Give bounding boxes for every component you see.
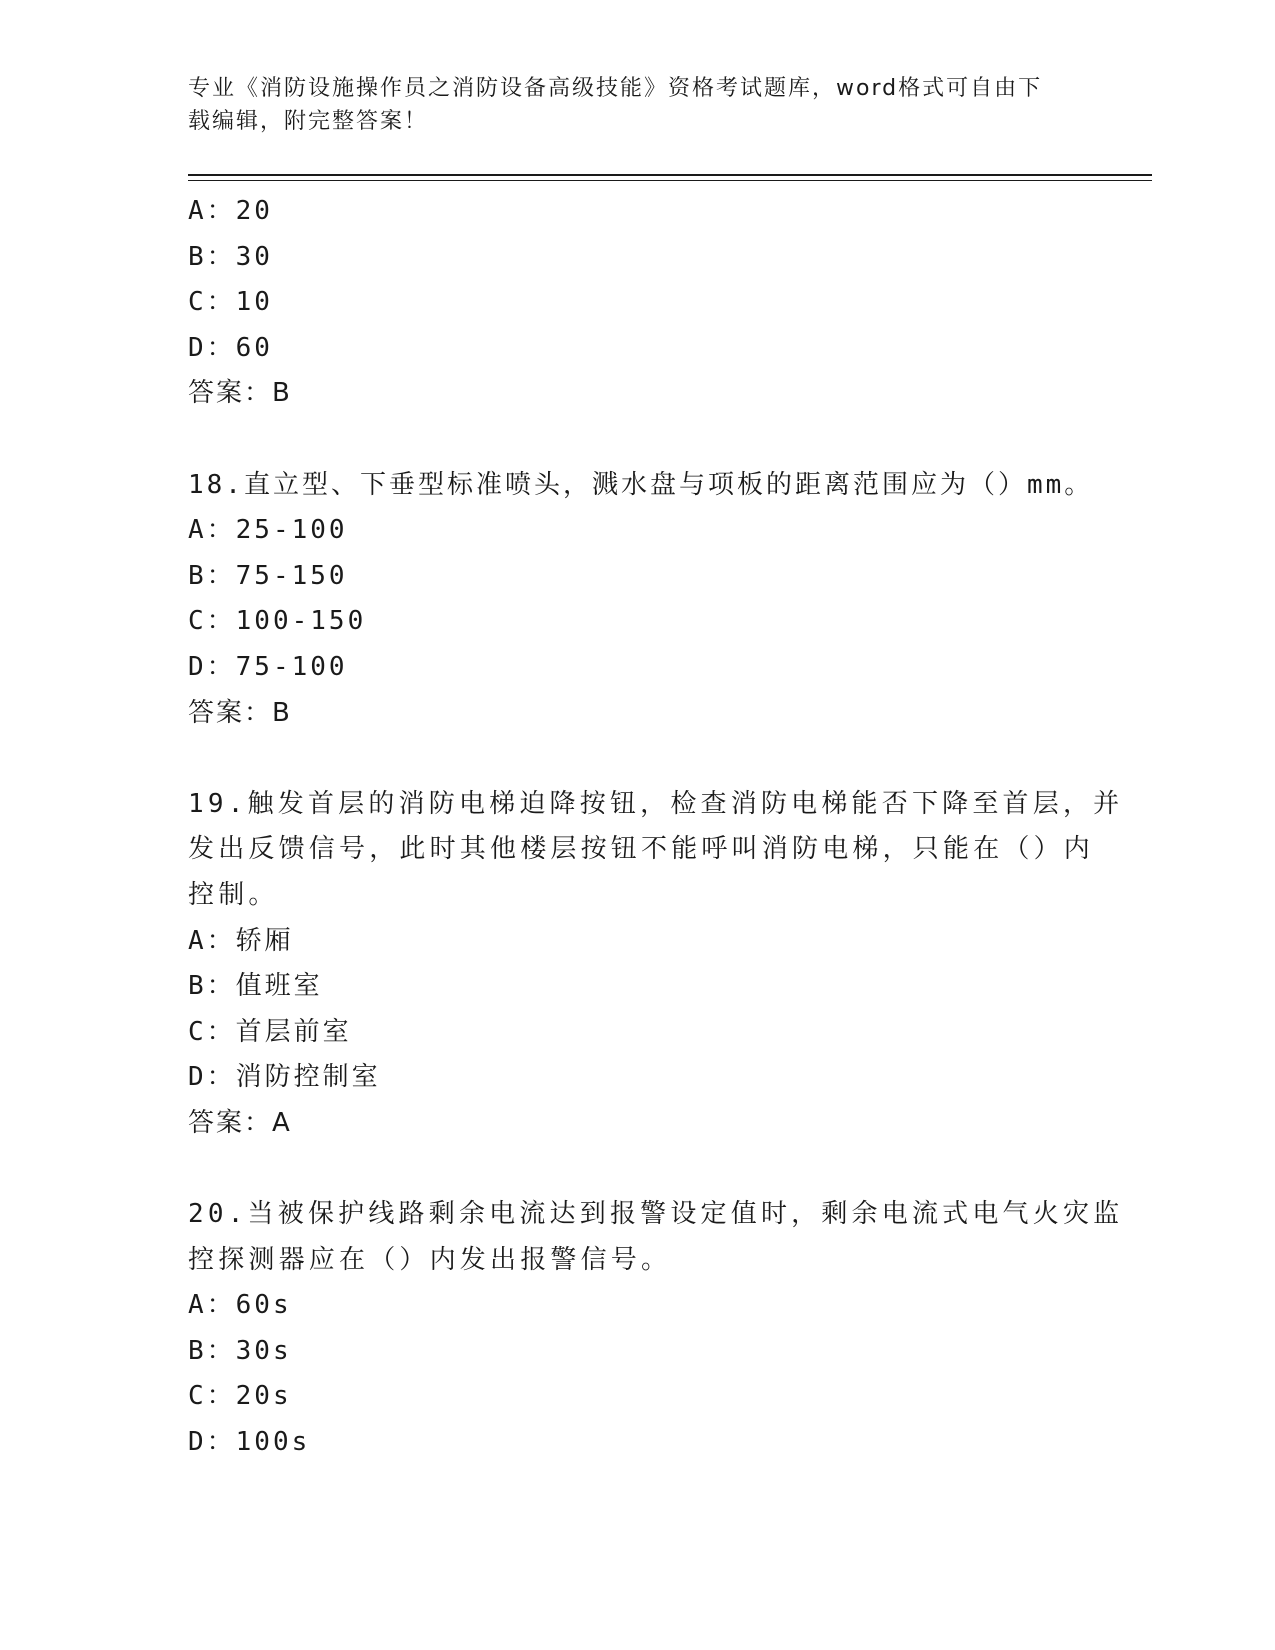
option-c: C：10: [188, 287, 273, 318]
question-19: [188, 782, 1124, 1147]
question-stem-line: 控探测器应在（）内发出报警信号。: [188, 1244, 672, 1275]
document-header: [188, 72, 1068, 138]
option-d: D：消防控制室: [188, 1062, 381, 1093]
answer: 答案：B: [188, 378, 292, 409]
question-stem-line: 发出反馈信号，此时其他楼层按钮不能呼叫消防电梯，只能在（）内: [188, 834, 1095, 865]
question-stem: [188, 1192, 1124, 1283]
question-list: [188, 189, 1124, 1466]
header-divider-thin: [188, 180, 1152, 181]
option-a: A：轿厢: [188, 925, 294, 956]
option-a: A：20: [188, 196, 273, 226]
header-line-2: 载编辑，附完整答案！: [188, 109, 429, 134]
option-c: C：20s: [188, 1381, 292, 1412]
option-c: C：首层前室: [188, 1016, 352, 1047]
question-20: [188, 1192, 1124, 1466]
question-stem-line: 20.当被保护线路剩余电流达到报警设定值时，剩余电流式电气火灾监: [188, 1199, 1124, 1230]
header-line-1: 专业《消防设施操作员之消防设备高级技能》资格考试题库，word格式可自由下: [188, 76, 1043, 101]
answer: 答案：A: [188, 1107, 292, 1138]
option-d: D：75-100: [188, 651, 348, 682]
question-17: [188, 189, 1088, 417]
option-b: B：30: [188, 241, 273, 272]
question-stem: [188, 782, 1124, 919]
option-a: A：60s: [188, 1290, 292, 1321]
question-18: [188, 463, 1094, 737]
answer: 答案：B: [188, 697, 292, 728]
option-d: D：60: [188, 332, 273, 363]
option-b: B：值班室: [188, 971, 323, 1002]
option-d: D：100s: [188, 1427, 311, 1458]
question-stem: 18.直立型、下垂型标准喷头，溅水盘与项板的距离范围应为（）mm。: [188, 469, 1094, 500]
option-b: B：75-150: [188, 560, 348, 591]
option-c: C：100-150: [188, 606, 367, 637]
question-stem-line: 控制。: [188, 879, 279, 910]
spacer: [188, 417, 1088, 463]
option-a: A：25-100: [188, 515, 348, 546]
header-divider-thick: [188, 174, 1152, 176]
spacer: [188, 736, 1088, 782]
spacer: [188, 1146, 1088, 1192]
option-b: B：30s: [188, 1335, 292, 1366]
question-stem-line: 19.触发首层的消防电梯迫降按钮，检查消防电梯能否下降至首层，并: [188, 788, 1124, 819]
